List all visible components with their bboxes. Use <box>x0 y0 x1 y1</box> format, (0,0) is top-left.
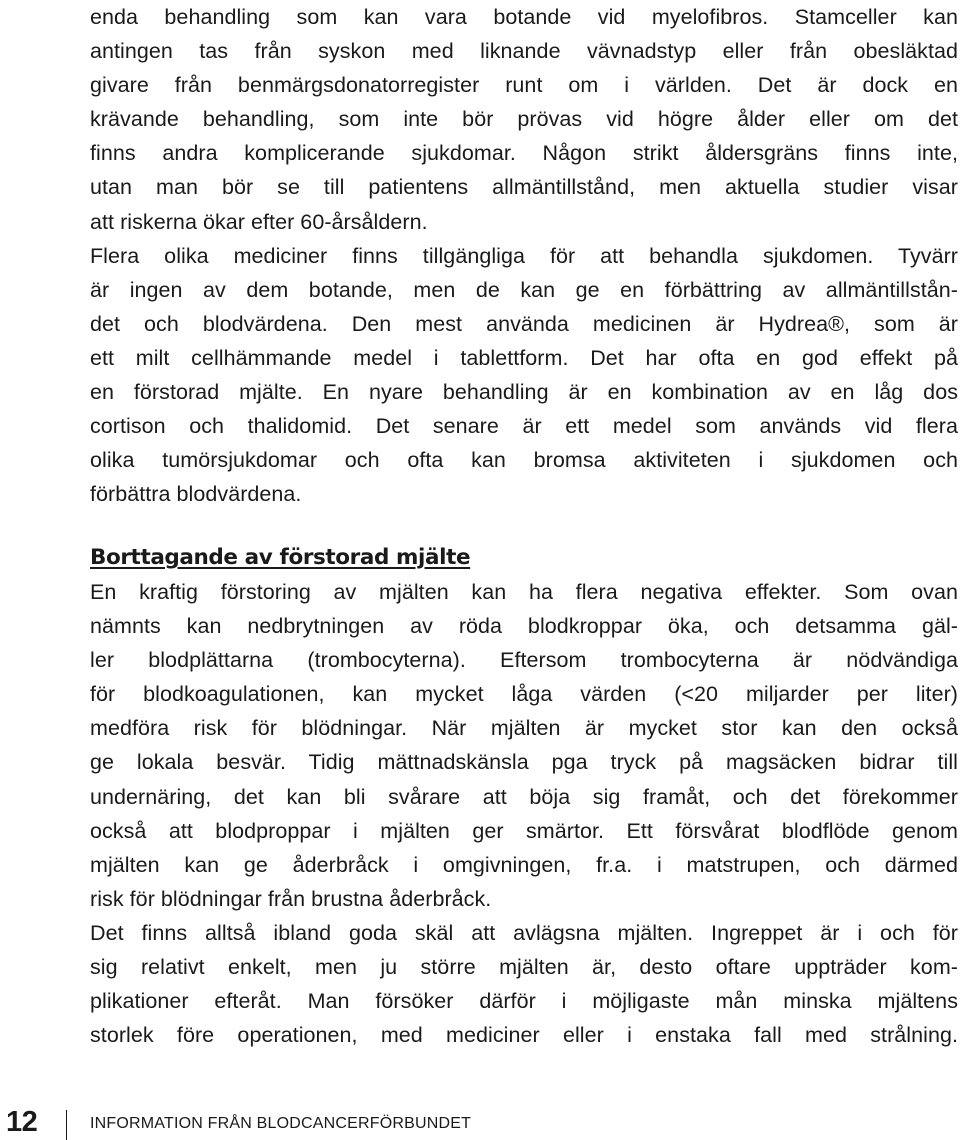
section-line: risk för blödningar från brustna åderbråck. <box>90 886 492 911</box>
section-line: för blodkoagulationen, kan mycket låga värden (<20 miljarder per liter) <box>90 682 958 707</box>
section-line: också att blodproppar i mjälten ger smärtor. Ett försvårat blodflöde genom <box>90 818 958 843</box>
body-line: krävande behandling, som inte bör prövas vid högre ålder eller om det <box>90 107 958 132</box>
section-line: plikationer efteråt. Man försöker därför i möjligaste mån minska mjältens <box>90 989 958 1014</box>
section-line: sig relativt enkelt, men ju större mjälten är, desto oftare uppträder kom- <box>90 955 958 980</box>
page-number: 12 <box>6 1106 38 1138</box>
section-line: storlek före operationen, med mediciner eller i enstaka fall med strålning. <box>90 1023 958 1048</box>
section-line: ler blodplättarna (trombocyterna). Eftersom trombocyterna är nödvändiga <box>90 648 958 673</box>
section-line: mjälten kan ge åderbråck i omgivningen, fr.a. i matstrupen, och därmed <box>90 852 958 877</box>
page-footer <box>0 1104 960 1140</box>
section-line: ge lokala besvär. Tidig mättnadskänsla pga tryck på magsäcken bidrar till <box>90 750 958 775</box>
section-text <box>90 575 958 1052</box>
body-line: utan man bör se till patientens allmäntillstånd, men aktuella studier visar <box>90 175 958 200</box>
footer-divider <box>66 1110 67 1140</box>
body-line: antingen tas från syskon med liknande vävnadstyp eller från obesläktad <box>90 39 958 64</box>
body-line: olika tumörsjukdomar och ofta kan bromsa aktiviteten i sjukdomen och <box>90 448 958 473</box>
section-line: medföra risk för blödningar. När mjälten är mycket stor kan den också <box>90 716 958 741</box>
body-line: finns andra komplicerande sjukdomar. Någon strikt åldersgräns finns inte, <box>90 141 958 166</box>
body-line: Flera olika mediciner finns tillgängliga för att behandla sjukdomen. Tyvärr <box>90 243 958 268</box>
body-line: att riskerna ökar efter 60-årsåldern. <box>90 209 428 234</box>
body-line: enda behandling som kan vara botande vid myelofibros. Stamceller kan <box>90 5 958 29</box>
body-line: en förstorad mjälte. En nyare behandling är en kombination av en låg dos <box>90 380 958 405</box>
body-line: det och blodvärdena. Den mest använda medicinen är Hydrea®, som är <box>90 311 958 336</box>
body-line: givare från benmärgsdonatorregister runt om i världen. Det är dock en <box>90 73 958 98</box>
body-text <box>90 0 958 511</box>
section-line: nämnts kan nedbrytningen av röda blodkroppar öka, och detsamma gäl- <box>90 614 958 639</box>
publisher-label: INFORMATION FRÅN BLODCANCERFÖRBUNDET <box>90 1115 472 1132</box>
body-line: ett milt cellhämmande medel i tablettform. Det har ofta en god effekt på <box>90 345 958 370</box>
body-line: förbättra blodvärdena. <box>90 482 302 507</box>
body-line: cortison och thalidomid. Det senare är ett medel som används vid flera <box>90 414 958 439</box>
body-line: är ingen av dem botande, men de kan ge en förbättring av allmäntillstån- <box>90 277 958 302</box>
section-line: En kraftig förstoring av mjälten kan ha flera negativa effekter. Som ovan <box>90 580 958 604</box>
section-line: undernäring, det kan bli svårare att böja sig framåt, och det förekommer <box>90 784 958 809</box>
section-line: Det finns alltså ibland goda skäl att avlägsna mjälten. Ingreppet är i och för <box>90 920 958 945</box>
section-heading: Borttagande av förstorad mjälte <box>90 545 471 570</box>
